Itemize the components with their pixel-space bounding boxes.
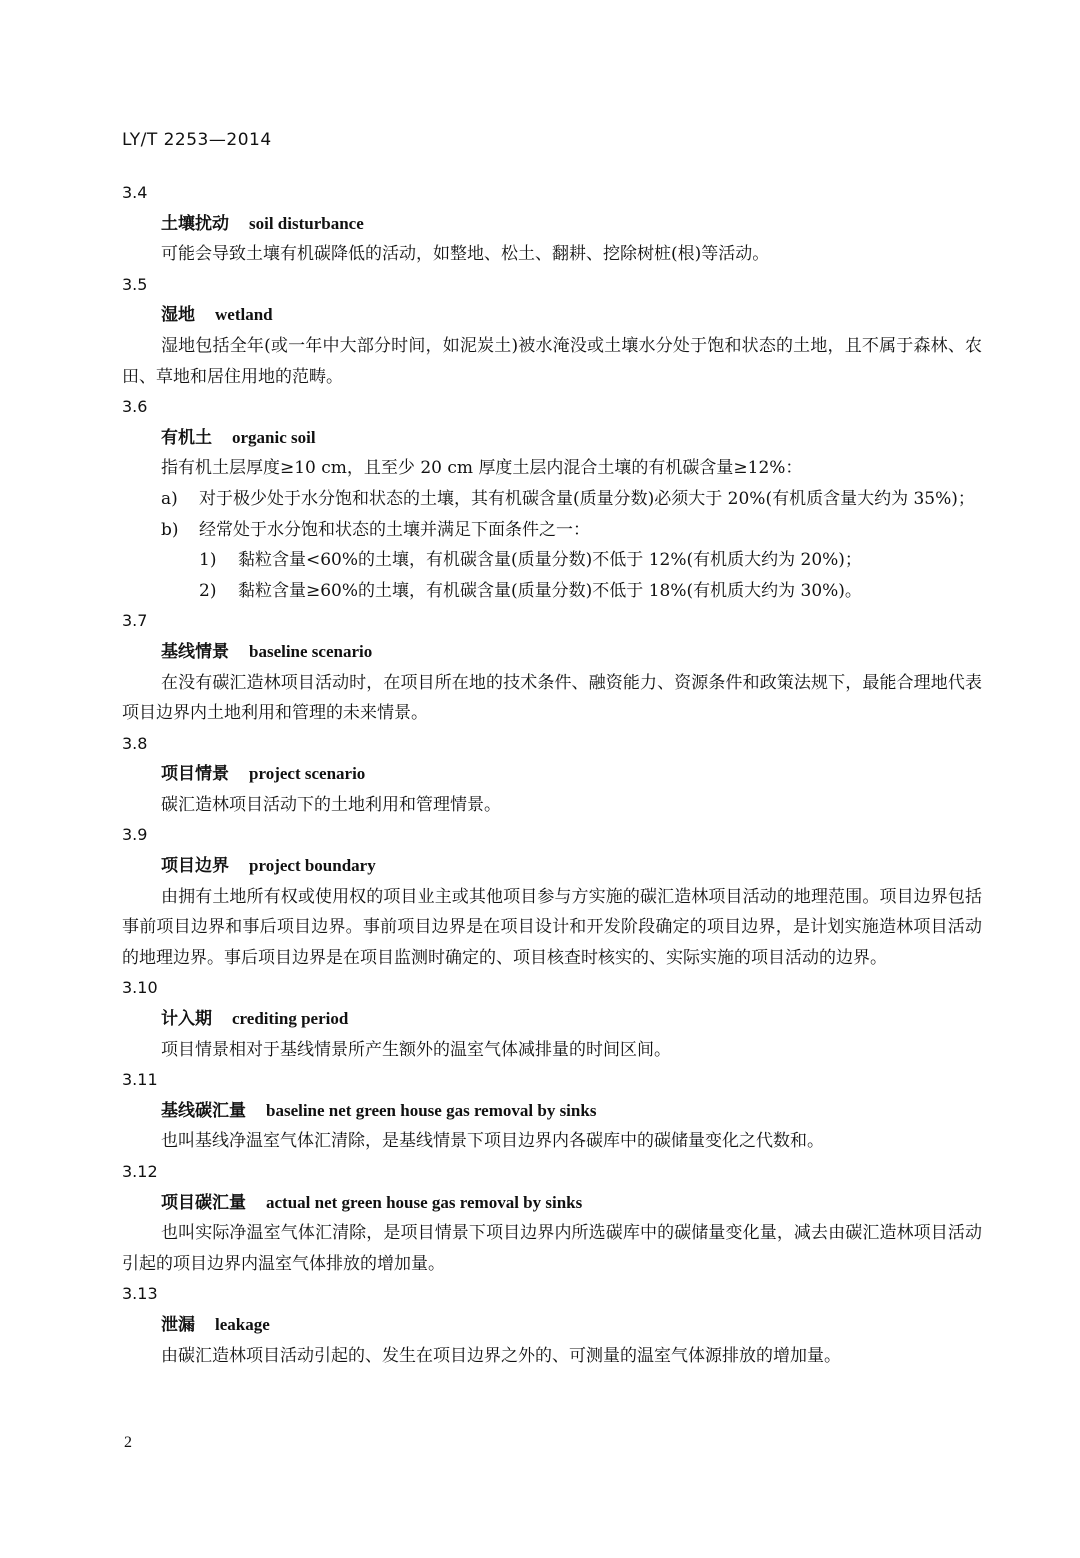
term-zh: 基线情景 [161, 641, 229, 662]
term-en: actual net green house gas removal by sinks [266, 1192, 583, 1212]
list-marker: b) [161, 519, 179, 540]
term-heading [122, 209, 982, 240]
list-item [122, 484, 982, 515]
clause-number: 3.8 [122, 733, 148, 753]
term-heading [122, 1310, 982, 1341]
sub-list-marker: 1) [199, 550, 217, 571]
clause-number: 3.5 [122, 274, 148, 294]
term-zh: 湿地 [161, 305, 195, 326]
term-en: leakage [215, 1314, 270, 1334]
sub-list-marker: 2) [199, 580, 217, 601]
sub-list-item-text: 黏粒含量≥60%的土壤，有机碳含量(质量分数)不低于 18%(有机质大约为 30%)。 [238, 580, 862, 601]
term-heading [122, 300, 982, 331]
term-en: baseline scenario [249, 641, 373, 661]
clause-number: 3.4 [122, 183, 148, 202]
term-definition: 碳汇造林项目活动下的土地利用和管理情景。 [161, 794, 501, 815]
term-definition: 也叫基线净温室气体汇清除，是基线情景下项目边界内各碳库中的碳储量变化之代数和。 [161, 1131, 824, 1152]
term-en: project scenario [249, 764, 366, 784]
term-zh: 计入期 [161, 1009, 212, 1030]
list-item-text: 对于极少处于水分饱和状态的土壤，其有机碳含量(质量分数)必须大于 20%(有机质含量大约为 35%)； [199, 488, 975, 509]
term-heading [122, 851, 982, 882]
term-zh: 项目边界 [161, 856, 229, 877]
list-item [122, 515, 982, 546]
term-definition: 由碳汇造林项目活动引起的、发生在项目边界之外的、可测量的温室气体源排放的增加量。 [161, 1345, 841, 1366]
term-definition: 湿地包括全年(或一年中大部分时间，如泥炭土)被水淹没或土壤水分处于饱和状态的土地，且不属于森林、农田、草地和居住用地的范畴。 [122, 335, 982, 387]
term-en: wetland [215, 305, 273, 325]
term-definition: 项目情景相对于基线情景所产生额外的温室气体减排量的时间区间。 [161, 1039, 671, 1060]
term-en: crediting period [232, 1009, 349, 1029]
term-en: soil disturbance [249, 213, 364, 233]
term-zh: 基线碳汇量 [161, 1100, 246, 1121]
term-heading [122, 1188, 982, 1219]
terms-list [122, 178, 982, 1371]
clause-number: 3.13 [122, 1284, 158, 1304]
term-heading [122, 637, 982, 668]
clause-number: 3.7 [122, 611, 148, 631]
page-number: 2 [124, 1434, 132, 1451]
sub-list-item-text: 黏粒含量<60%的土壤，有机碳含量(质量分数)不低于 12%(有机质大约为 20%)； [238, 550, 862, 571]
term-en: baseline net green house gas removal by sinks [266, 1100, 597, 1120]
term-zh: 土壤扰动 [161, 213, 229, 234]
clause-number: 3.10 [122, 978, 158, 998]
sub-list-item [122, 576, 982, 607]
clause-number: 3.11 [122, 1070, 158, 1090]
term-definition: 可能会导致土壤有机碳降低的活动，如整地、松土、翻耕、挖除树桩(根)等活动。 [161, 244, 770, 265]
clause-number: 3.6 [122, 397, 148, 417]
term-zh: 有机土 [161, 427, 212, 448]
term-heading [122, 1096, 982, 1127]
term-definition: 由拥有土地所有权或使用权的项目业主或其他项目参与方实施的碳汇造林项目活动的地理范围。项目边界包括事前项目边界和事后项目边界。事前项目边界是在项目设计和开发阶段确定的项目边界，是计划实施造林项目活动的地理边界。事后项目边界是在项目监测时确定的、项目核查时核实的、实际实施的项目活动的边界。 [122, 886, 982, 968]
list-item-text: 经常处于水分饱和状态的土壤并满足下面条件之一： [199, 519, 590, 540]
sub-list-item [122, 545, 982, 576]
term-zh: 项目碳汇量 [161, 1192, 246, 1213]
term-definition: 也叫实际净温室气体汇清除，是项目情景下项目边界内所选碳库中的碳储量变化量，减去由碳汇造林项目活动引起的项目边界内温室气体排放的增加量。 [122, 1223, 982, 1274]
clause-number: 3.12 [122, 1162, 158, 1181]
term-definition: 在没有碳汇造林项目活动时，在项目所在地的技术条件、融资能力、资源条件和政策法规下，最能合理地代表项目边界内土地利用和管理的未来情景。 [122, 672, 982, 724]
term-heading [122, 759, 982, 790]
term-heading [122, 1004, 982, 1035]
term-heading [122, 423, 982, 454]
list-marker: a) [161, 488, 178, 509]
standard-id: LY/T 2253—2014 [122, 130, 272, 150]
term-en: organic soil [232, 427, 316, 447]
term-zh: 项目情景 [161, 764, 229, 785]
term-zh: 泄漏 [161, 1314, 195, 1335]
term-en: project boundary [249, 856, 376, 876]
term-definition: 指有机土层厚度≥10 cm，且至少 20 cm 厚度土层内混合土壤的有机碳含量≥12%： [161, 458, 803, 479]
clause-number: 3.9 [122, 825, 148, 845]
